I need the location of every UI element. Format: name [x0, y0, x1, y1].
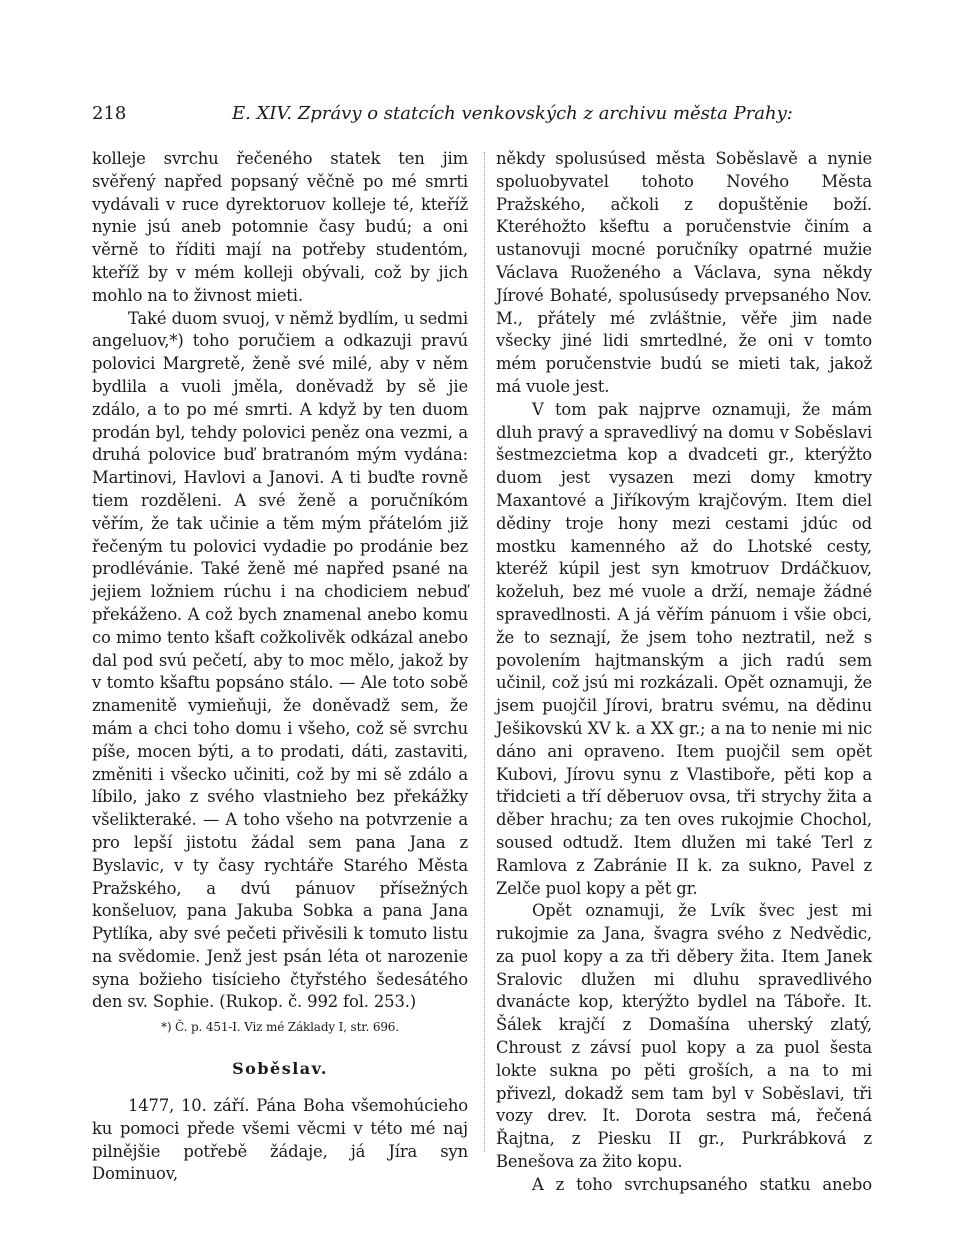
- paragraph: V tom pak najprve oznamuji, že mám dluh pravý a spravedlivý na domu v Soběslavi šestmezcietma kop a dvadceti gr., kterýžto duom jest vysazen mezi domy kmotry Maxantové a Jiříkovým krajčovým. Item diel dědiny troje hony mezi cestami jdúc od mostku kamenného až do Lhotské cesty, kteréž kúpil jest syn kmotruov Drdáčkuov, koželuh, bez mé vuole a drží, nemaje žádné spravedlnosti. A já věřím pánuom i všie obci, že to seznají, že jsem toho neztratil, než s povolením hajtmanským a jich radú sem učinil, což jsú mi rozkázali. Opět oznamuji, že jsem puojčil Jírovi, bratru svému, na dědinu Ješikovskú XV k. a XX gr.; a na to nenie mi nic dáno ani opravenо. Item puojčil sem opět Kubovi, Jírovu synu z Vlastiboře, pěti kop a třidcieti a tří děberuov ovsa, tři strychy žita a děber hrachu; za ten oves rukojmie Chochol, soused odtudž. Item dlužen mi také Terl z Ramlova z Zabránie II k. za sukno, Pavel z Zelče puol kopy a pět gr.: [496, 399, 872, 898]
- footnote: *) Č. p. 451-I. Viz mé Základy I, str. 696.: [161, 1020, 399, 1035]
- paragraph: Také duom svuoj, v němž bydlím, u sedmi angeluov,*) toho poručiem a odkazuji pravú polovici Margretě, ženě své milé, aby v něm bydlila a vuoli jměla, doněvadž by sě jie zdálo, a to po mé smrti. A když by ten duom prodán byl, tehdy polovici peněz ona vezmi, a druhá polovice buď bratranóm mým vydána: Martinovi, Havlovi a Janovi. A ti buďte rovně tiem rozděleni. A své ženě a poručníkóm věřím, že tak učinie a těm mým přátelóm již řečeným tu polovici vydadie po prodánie bez prodlévánie. Také ženě mé napřed psané na jejiem ložniem rúchu i na chodiciem nebuď překáženo. A což bych znamenal anebo komu co mimo tento kšaft cožkolivěk odkázal anebo dal pod svú pečetí, aby to moc mělo, jakož by v tomto kšaftu popsáno stálo. — Ale toto sobě znamenitě vymieňuji, že doněvadž sem, že mám a chci toho domu i všeho, což sě svrchu píše, mocen býti, a to prodati, dáti, zastaviti, změniti i všecko učiniti, což by mi sě zdálo a líbilo, jako z svého vlastnieho bez překážky všelikteraké. — A toho všeho na potvrzenie a pro lepší jistotu žádal sem pana Jana z Byslavic, v ty časy rychtáře Starého Města Pražského, a dvú pánuov přísežných konšeluov, pana Jakuba Sobka a pana Jana Pytlíka, aby své pečeti přivěsili k tomuto listu na svědomie. Jenž jest psán léta ot narozenie syna božieho tisícieho čtyřstého šedesátého den sv. Sophie. (Rukop. č. 992 fol. 253.): [92, 308, 468, 1012]
- paragraph: kolleje svrchu řečeného statek ten jim svěřený napřed popsaný věčně po mé smrti vydávali v ruce dyrektoruov kolleje té, kteříž nynie jsú aneb potomnie časy budú; a oni věrně to říditi mají na potřeby studentóm, kteříž by v mém kolleji obývali, což by jich mohlo na to živnost mieti.: [92, 149, 468, 305]
- running-title: E. XIV. Zprávy o statcích venkovských z archivu města Prahy:: [232, 103, 793, 124]
- paragraph: Opět oznamuji, že Lvík švec jest mi rukojmie za Jana, švagra svého z Nedvědic, za puol kopy a za tři děbery žita. Item Janek Sralovic dlužen mi dluhu spravedlivého dvanácte kop, kterýžto bydlel na Tábořе. It. Šálek krajčí z Domašína uherský zlatý, Chroust z závsí puol kopy a za puol šesta lokte sukna po pěti groších, a na to mi přivezl, dokadž sem tam byl v Soběslavi, tři vozy drev. It. Dorota sestra má, řečená Řajtna, z Piesku II gr., Purkrábková z Benešova za žito kopu.: [496, 901, 872, 1172]
- section-heading: Soběslav.: [232, 1059, 328, 1079]
- right-column: [496, 148, 872, 1197]
- paragraph: 1477, 10. září. Pána Boha všemohúcieho ku pomoci přede všemi věcmi v této mé naj pilnějšie potřebě žádaje, já Jíra syn Dominuov,: [92, 1096, 468, 1184]
- page-header: [92, 103, 872, 129]
- column-divider: [484, 152, 485, 1152]
- paragraph: někdy spolusúsed města Soběslavě a nynie spoluobyvatel tohoto Nového Města Pražského, ačkoli z dopuštěnie boží. Kteréhožto kšeftu a poručenstvie činím a ustanovuji mocné poručníky opatrné mužie Václava Ruoženého a Václava, syna někdy Jírové Bohaté, spolusúsedy prvepsaného Nov. M., přátely mé zvláštnie, věře jim nade všecky jiné lidi smrtedlné, že oni v tomto mém poručenstvie budú se mieti tak, jakož má vuole jest.: [496, 149, 872, 396]
- left-column: [92, 148, 468, 1186]
- page-number: 218: [92, 103, 127, 124]
- paragraph: A z toho svrchupsaného statku anebo: [532, 1174, 872, 1194]
